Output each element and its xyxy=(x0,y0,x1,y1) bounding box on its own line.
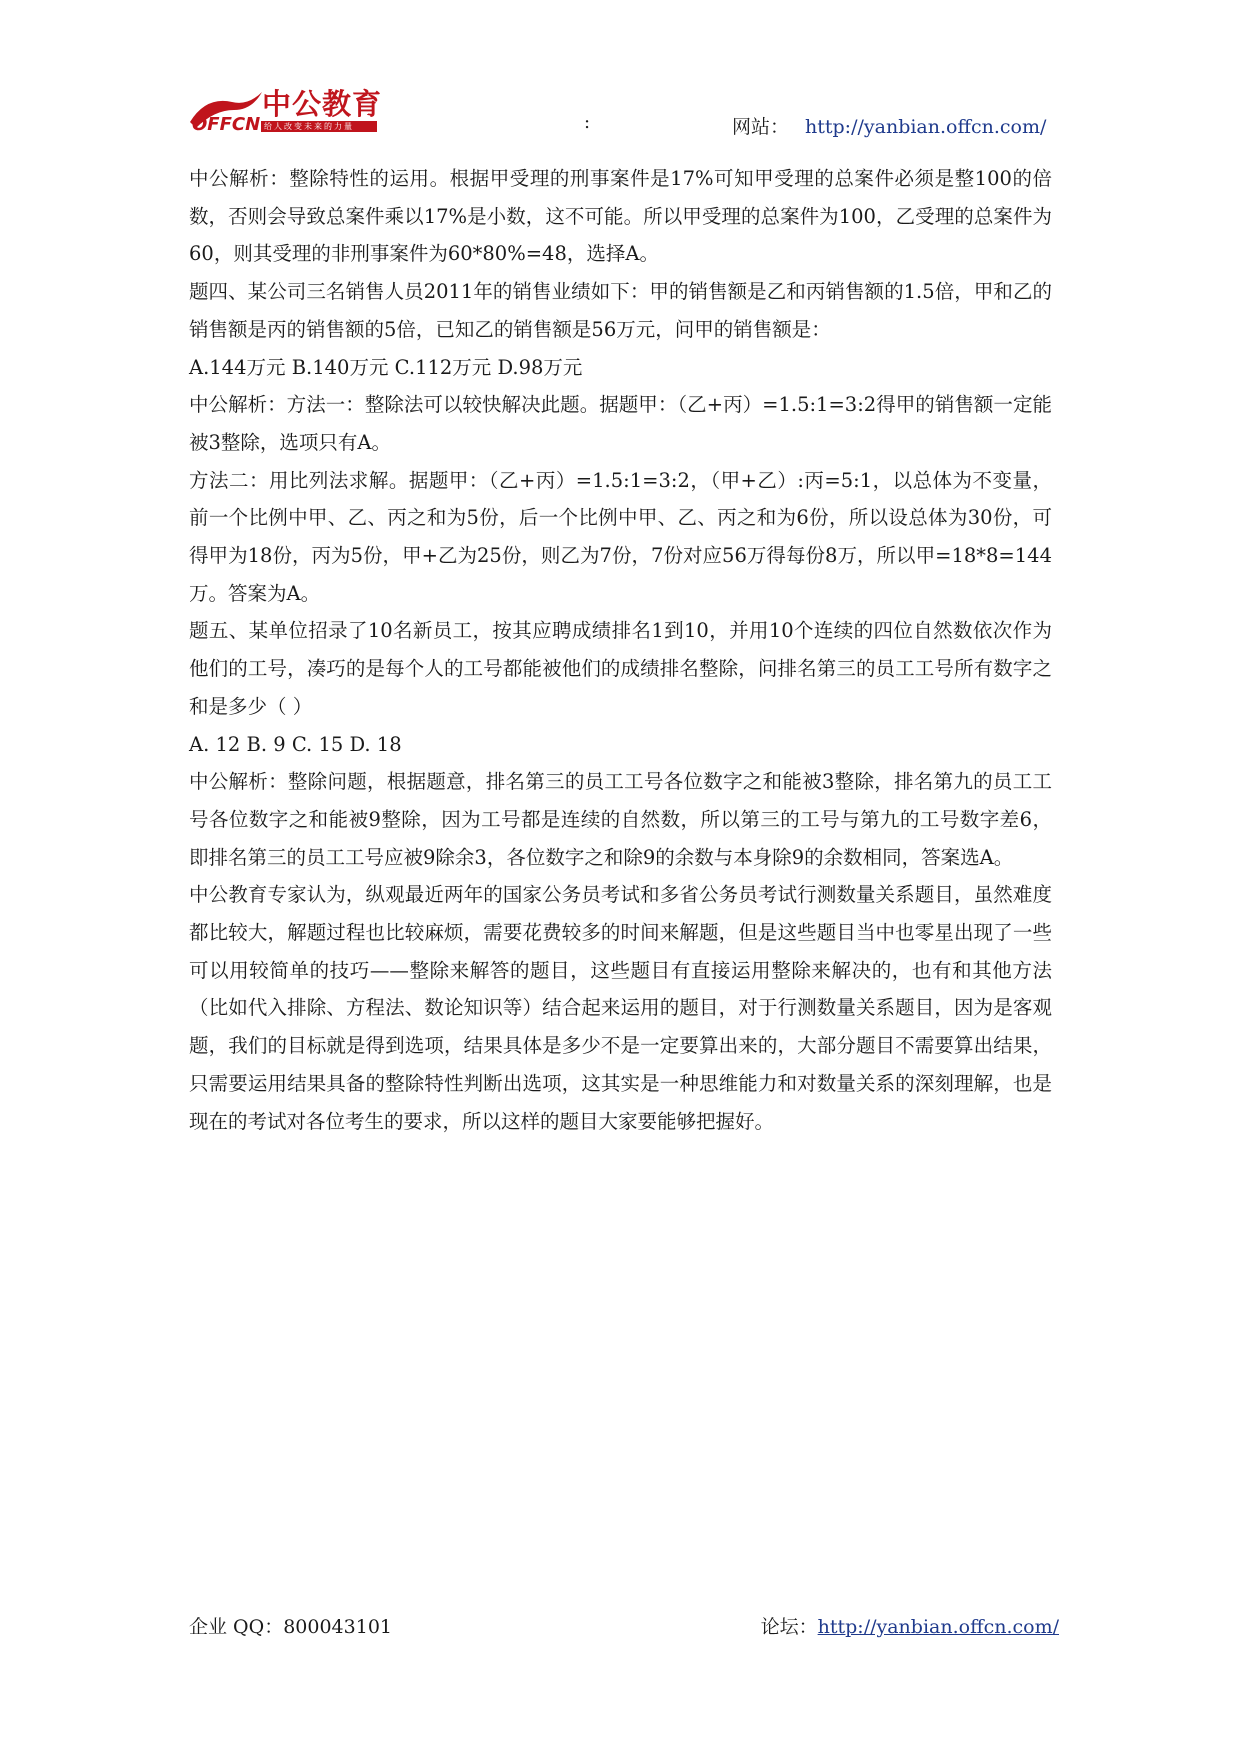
header-colon: : xyxy=(584,112,591,133)
header-website xyxy=(732,112,1046,139)
logo-text: 中公教育 xyxy=(262,87,383,121)
website-link[interactable]: http://yanbian.offcn.com/ xyxy=(805,116,1047,138)
forum-link[interactable]: http://yanbian.offcn.com/ xyxy=(817,1616,1059,1638)
paragraph-analysis-4-method-1: 中公解析：方法一：整除法可以较快解决此题。据题甲：（乙+丙）=1.5:1=3:2得甲的销售额一定能被3整除，选项只有A。 xyxy=(189,393,1052,454)
paragraph-analysis-3: 中公解析：整除特性的运用。根据甲受理的刑事案件是17%可知甲受理的总案件必须是整100的倍数，否则会导致总案件乘以17%是小数，这不可能。所以甲受理的总案件为100，乙受理的总案件为60，则其受理的非刑事案件为60*80%=48，选择A。 xyxy=(189,167,1052,266)
page-header xyxy=(186,86,1066,142)
paragraph-analysis-4-method-2: 方法二：用比列法求解。据题甲：（乙+丙）=1.5:1=3:2，（甲+乙）:丙=5:1，以总体为不变量，前一个比例中甲、乙、丙之和为5份，后一个比例中甲、乙、丙之和为6份，所以设总体为30份，可得甲为18份，丙为5份，甲+乙为25份，则乙为7份，7份对应56万得每份8万，所以甲=18*8=144万。答案为A。 xyxy=(189,468,1052,605)
qq-number: 800043101 xyxy=(283,1616,392,1638)
logo-letters: OFFCN xyxy=(192,114,261,135)
logo-slogan: 给人改变未来的力量 xyxy=(264,122,354,131)
logo-swoosh-icon xyxy=(186,88,266,138)
forum-label: 论坛： xyxy=(760,1616,818,1638)
website-label: 网站： xyxy=(732,116,790,138)
page-footer xyxy=(189,1612,1069,1642)
paragraph-question-5: 题五、某单位招录了10名新员工，按其应聘成绩排名1到10，并用10个连续的四位自然数依次作为他们的工号，凑巧的是每个人的工号都能被他们的成绩排名整除，问排名第三的员工工号所有数字之和是多少（ ） xyxy=(189,619,1052,718)
footer-qq xyxy=(189,1612,392,1639)
paragraph-options-4: A.144万元 B.140万元 C.112万元 D.98万元 xyxy=(189,355,583,379)
qq-label: 企业 QQ： xyxy=(189,1616,284,1638)
article-body xyxy=(189,160,1052,1140)
offcn-logo[interactable] xyxy=(186,88,386,138)
footer-forum xyxy=(761,1612,1059,1639)
paragraph-options-5: A. 12 B. 9 C. 15 D. 18 xyxy=(189,732,402,756)
paragraph-question-4: 题四、某公司三名销售人员2011年的销售业绩如下：甲的销售额是乙和丙销售额的1.5倍，甲和乙的销售额是丙的销售额的5倍，已知乙的销售额是56万元，问甲的销售额是： xyxy=(189,280,1052,341)
paragraph-analysis-5: 中公解析：整除问题，根据题意，排名第三的员工工号各位数字之和能被3整除，排名第九的员工工号各位数字之和能被9整除，因为工号都是连续的自然数，所以第三的工号与第九的工号数字差6，即排名第三的员工工号应被9除余3，各位数字之和除9的余数与本身除9的余数相同，答案选A。 xyxy=(189,770,1052,869)
paragraph-expert-summary: 中公教育专家认为，纵观最近两年的国家公务员考试和多省公务员考试行测数量关系题目，虽然难度都比较大，解题过程也比较麻烦，需要花费较多的时间来解题，但是这些题目当中也零星出现了一些可以用较简单的技巧——整除来解答的题目，这些题目有直接运用整除来解决的，也有和其他方法（比如代入排除、方程法、数论知识等）结合起来运用的题目，对于行测数量关系题目，因为是客观题，我们的目标就是得到选项，结果具体是多少不是一定要算出来的，大部分题目不需要算出结果，只需要运用结果具备的整除特性判断出选项，这其实是一种思维能力和对数量关系的深刻理解，也是现在的考试对各位考生的要求，所以这样的题目大家要能够把握好。 xyxy=(189,883,1052,1133)
